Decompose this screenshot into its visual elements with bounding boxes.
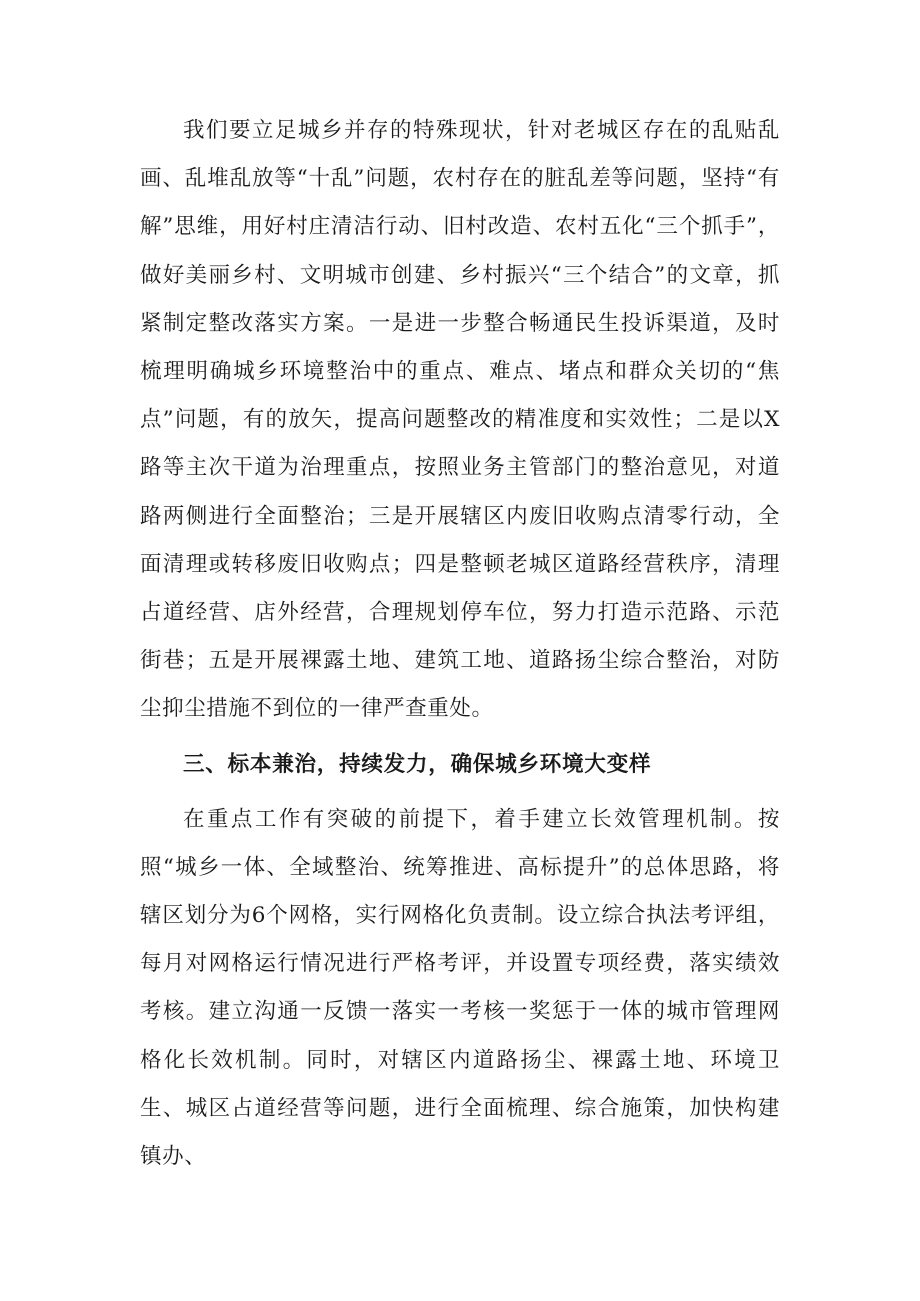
document-body [140,107,780,1181]
paragraph-long-term-mechanism: 在重点工作有突破的前提下，着手建立长效管理机制。按照“城乡一体、全域整治、统筹推进、高标提升”的总体思路，将辖区划分为6个网格，实行网格化负责制。设立综合执法考评组，每月对网格运行情况进行严格考评，并设置专项经费，落实绩效考核。建立沟通一反馈一落实一考核一奖惩于一体的城市管理网格化长效机制。同时，对辖区内道路扬尘、裸露土地、环境卫生、城区占道经营等问题，进行全面梳理、综合施策，加快构建镇办、 [140,806,780,1170]
section-heading-three: 三、标本兼治，持续发力，确保城乡环境大变样 [183,751,652,777]
paragraph-rectification-plan: 我们要立足城乡并存的特殊现状，针对老城区存在的乱贴乱画、乱堆乱放等“十乱”问题，农村存在的脏乱差等问题，坚持“有解”思维，用好村庄清洁行动、旧村改造、农村五化“三个抓手”，做好美丽乡村、文明城市创建、乡村振兴“三个结合”的文章，抓紧制定整改落实方案。一是进一步整合畅通民生投诉渠道，及时梳理明确城乡环境整治中的重点、难点、堵点和群众关切的“焦点”问题，有的放矢，提高问题整改的精准度和实效性；二是以X路等主次干道为治理重点，按照业务主管部门的整治意见，对道路两侧进行全面整治；三是开展辖区内废旧收购点清零行动，全面清理或转移废旧收购点；四是整顿老城区道路经营秩序，清理占道经营、店外经营，合理规划停车位，努力打造示范路、示范街巷；五是开展裸露土地、建筑工地、道路扬尘综合整治，对防尘抑尘措施不到位的一律严查重处。 [140,118,780,722]
